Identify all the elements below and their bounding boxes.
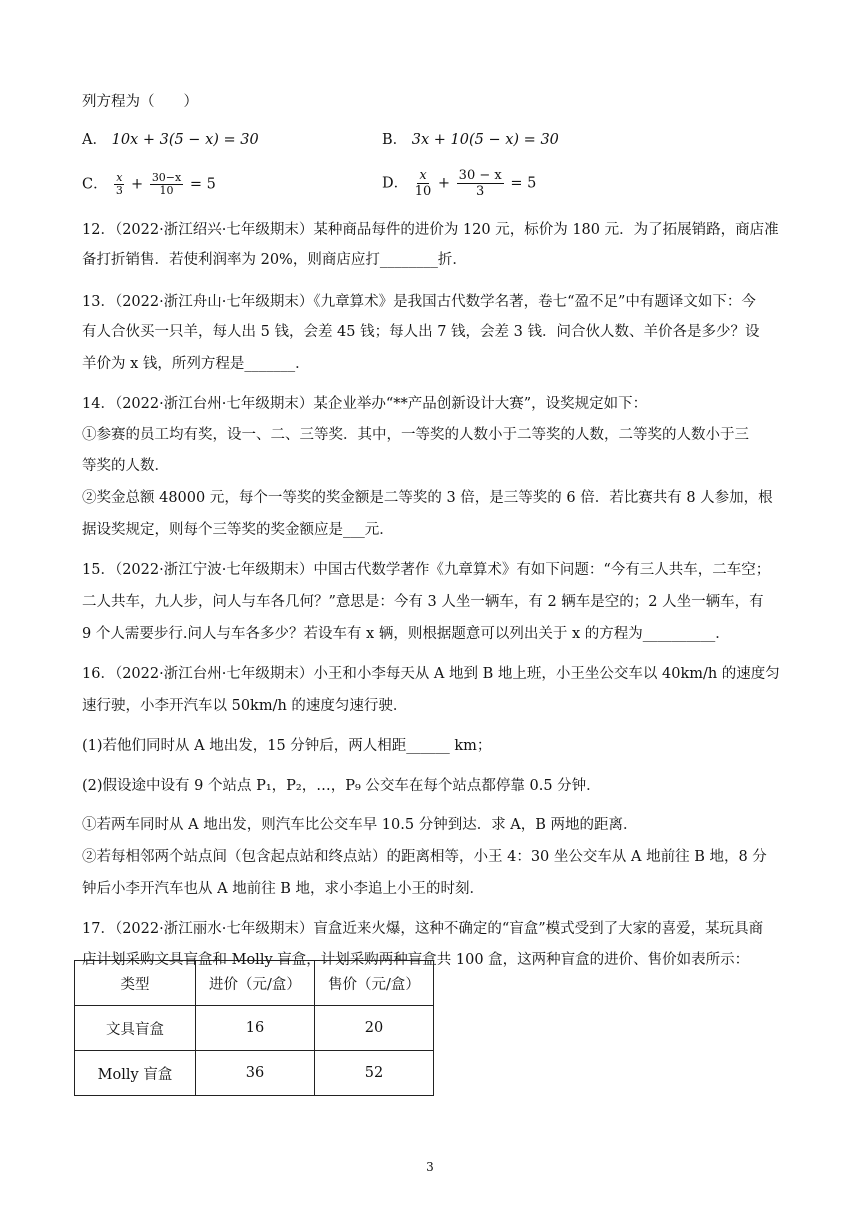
table-cell: Molly 盲盒 [75, 1051, 196, 1096]
text-line: 有人合伙买一只羊，每人出 5 钱，会差 45 钱；每人出 7 钱，会差 3 钱．问合伙人数、羊价各是多少？设 [82, 324, 760, 340]
table-cell: 16 [196, 1006, 315, 1051]
table-header-cell: 进价（元/盒） [196, 961, 315, 1006]
table-header-cell: 类型 [75, 961, 196, 1006]
question-17: 17．（2022·浙江丽水·七年级期末）盲盒近来火爆，这种不确定的“盲盒”模式受到了大家的喜爱，某玩具商 [82, 921, 764, 937]
fraction: $\frac{x}{3}$ [115, 171, 123, 197]
text-line: ②若每相邻两个站点间（包含起点站和终点站）的距离相等，小王 4：30 坐公交车从 A 地前往 B 地，8 分 [82, 849, 767, 865]
text-line: 钟后小李开汽车也从 A 地前往 B 地，求小李追上小王的时刻． [82, 881, 485, 897]
text-line: 列方程为（ ） [82, 94, 198, 110]
text-line: (1)若他们同时从 A 地出发，15 分钟后，两人相距______ km； [82, 738, 492, 754]
question-16: 16．（2022·浙江台州·七年级期末）小王和小李每天从 A 地到 B 地上班，小王坐公交车以 40km/h 的速度匀 [82, 666, 780, 682]
question-13: 13．（2022·浙江舟山·七年级期末）《九章算术》是我国古代数学名著，卷七“盈不足”中有题译文如下：今 [82, 294, 756, 310]
text-line: 速行驶，小李开汽车以 50km/h 的速度匀速行驶． [82, 698, 408, 714]
question-14: 14．（2022·浙江台州·七年级期末）某企业举办“**产品创新设计大赛”，设奖规定如下： [82, 396, 648, 412]
question-15: 15．（2022·浙江宁波·七年级期末）中国古代数学著作《九章算术》有如下问题：“今有三人共车，二车空； [82, 562, 771, 578]
question-12: 12．（2022·浙江绍兴·七年级期末）某种商品每件的进价为 120 元，标价为 180 元．为了拓展销路，商店准 [82, 222, 779, 238]
table-row [75, 1051, 434, 1096]
text-line: ②奖金总额 48000 元，每个一等奖的奖金额是二等奖的 3 倍，是三等奖的 6 倍．若比赛共有 8 人参加，根 [82, 490, 773, 506]
text-line: 9 个人需要步行.问人与车各多少？若设车有 x 辆，则根据题意可以列出关于 x 的方程为__________． [82, 626, 730, 642]
fraction: $\frac{x}{10}$ [414, 168, 432, 199]
table-header-cell: 售价（元/盒） [315, 961, 434, 1006]
text-line: 羊价为 x 钱，所列方程是_______． [82, 356, 310, 372]
table-header-row [75, 961, 434, 1006]
text-line: 店计划采购文具盲盒和 Molly 盲盒，计划采购两种盲盒共 100 盒，这两种盲盒的进价、售价如表所示： [82, 952, 750, 968]
page-number: 3 [426, 1160, 434, 1174]
option-d: D． $\frac{x}{10}$ + $\frac{30 - x}{3}$ = 5 [382, 168, 537, 199]
text-line: ①参赛的员工均有奖，设一、二、三等奖．其中，一等奖的人数小于二等奖的人数，二等奖的人数小于三 [82, 427, 749, 443]
table-cell: 36 [196, 1051, 315, 1096]
fraction: $\frac{30 - x}{3}$ [458, 168, 502, 199]
text-line: ①若两车同时从 A 地出发，则汽车比公交车早 10.5 分钟到达．求 A，B 两地的距离． [82, 817, 638, 833]
price-table [74, 960, 434, 1096]
option-c: C． $\frac{x}{3}$ + $\frac{30-x}{10}$ = 5 [82, 171, 216, 197]
text-line: (2)假设途中设有 9 个站点 P₁，P₂，…，P₉ 公交车在每个站点都停靠 0.5 分钟． [82, 778, 601, 794]
option-a: A． 10x + 3(5 − x) = 30 [82, 132, 259, 148]
table-row [75, 1006, 434, 1051]
text-line: 备打折销售．若使利润率为 20%，则商店应打________折． [82, 252, 467, 268]
text-line: 据设奖规定，则每个三等奖的奖金额应是___元． [82, 522, 394, 538]
option-b: B． 3x + 10(5 − x) = 30 [382, 132, 559, 148]
text-line: 等奖的人数． [82, 458, 169, 474]
table-cell: 20 [315, 1006, 434, 1051]
table-cell: 52 [315, 1051, 434, 1096]
text-line: 二人共车，九人步，问人与车各几何？”意思是：今有 3 人坐一辆车，有 2 辆车是空的；2 人坐一辆车，有 [82, 594, 764, 610]
fraction: $\frac{30-x}{10}$ [151, 171, 182, 197]
table-cell: 文具盲盒 [75, 1006, 196, 1051]
